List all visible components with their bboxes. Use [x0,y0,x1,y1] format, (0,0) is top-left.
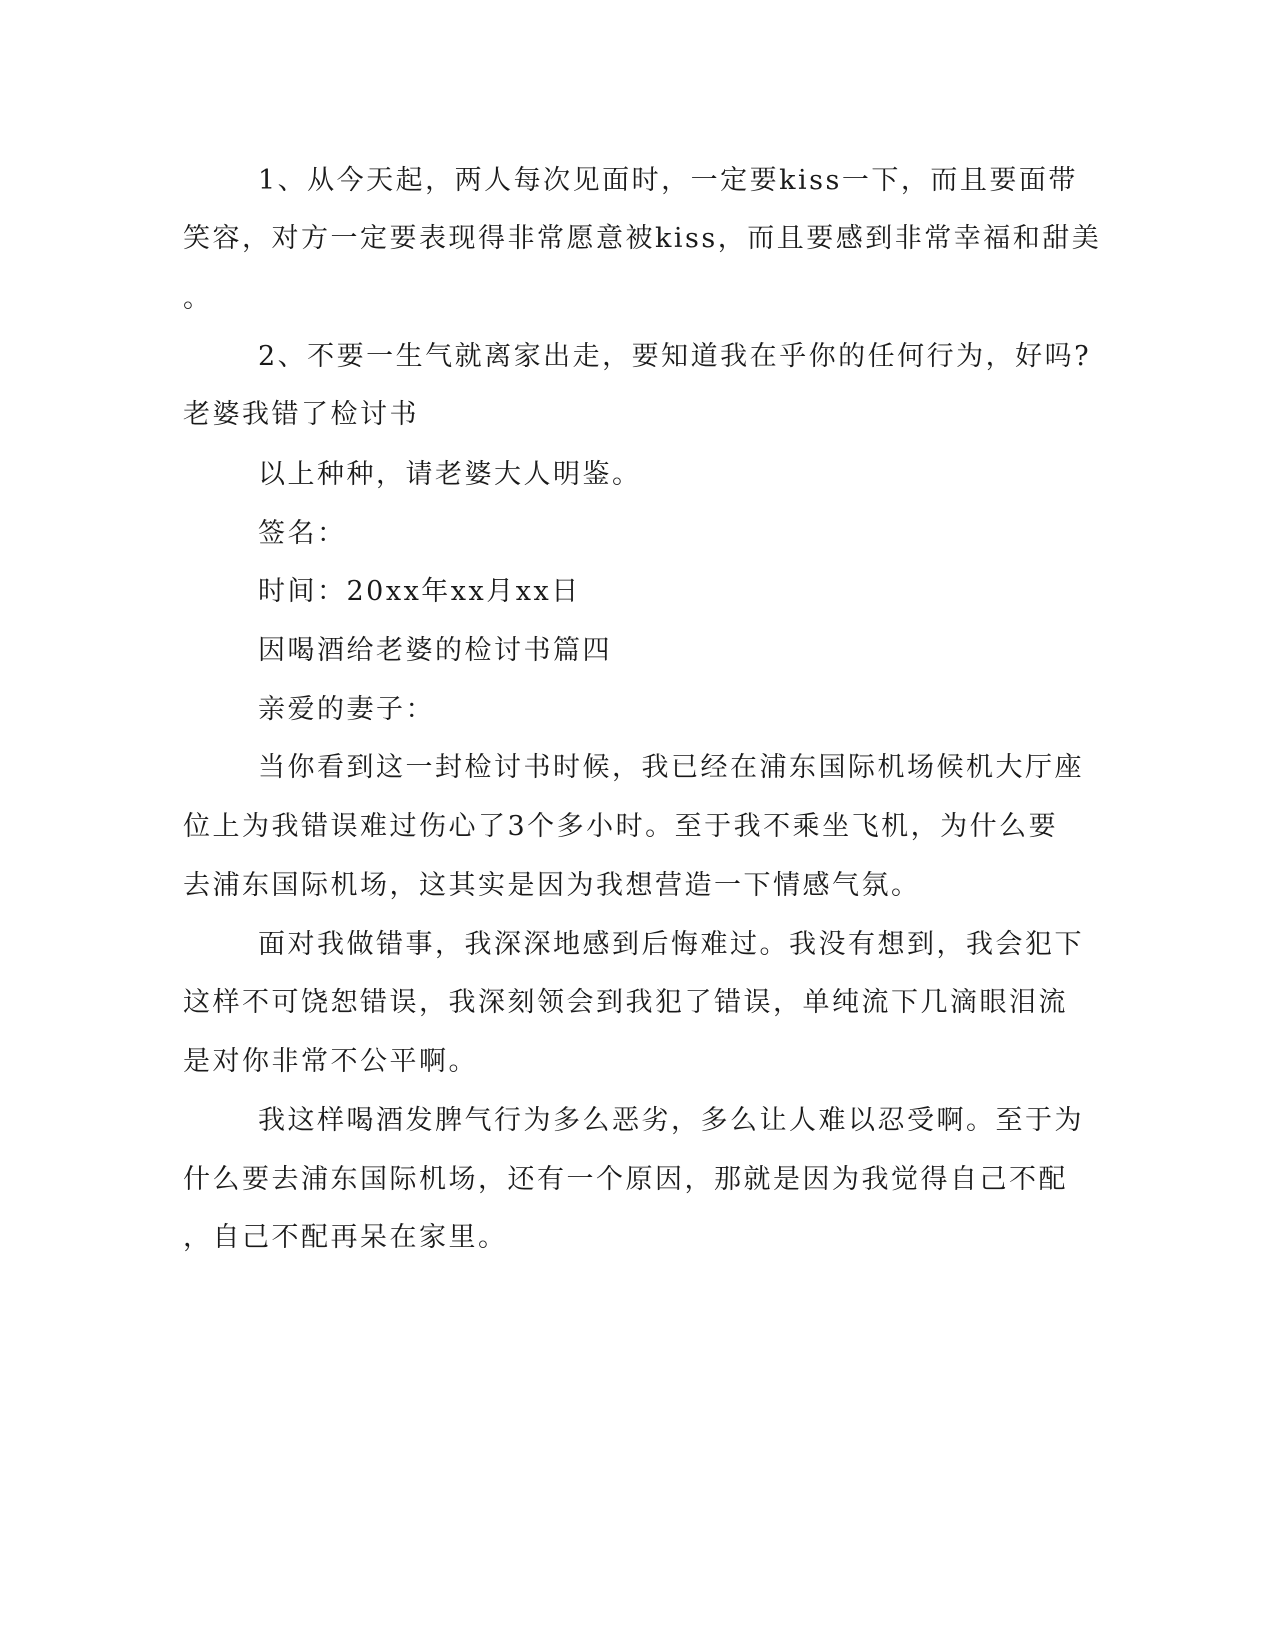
section-title: 因喝酒给老婆的检讨书篇四 [258,635,612,666]
text-line: 这样不可饶恕错误，我深刻领会到我犯了错误，单纯流下几滴眼泪流 [183,987,1068,1018]
text-line: 1、从今天起，两人每次见面时，一定要kiss一下，而且要面带 [258,165,1078,196]
text-line: 以上种种，请老婆大人明鉴。 [258,459,642,490]
signature-line: 签名： [258,518,347,549]
text-line: 面对我做错事，我深深地感到后悔难过。我没有想到，我会犯下 [258,929,1084,960]
text-line: 当你看到这一封检讨书时候，我已经在浦东国际机场候机大厅座 [258,752,1084,783]
text-line: ，自己不配再呆在家里。 [183,1222,508,1253]
salutation: 亲爱的妻子： [258,694,435,725]
text-line: 2、不要一生气就离家出走，要知道我在乎你的任何行为，好吗? [258,341,1092,372]
text-line: 笑容，对方一定要表现得非常愿意被kiss，而且要感到非常幸福和甜美 [183,223,1102,254]
text-line: 。 [183,283,213,314]
date-line: 时间：20xx年xx月xx日 [258,576,581,607]
text-line: 去浦东国际机场，这其实是因为我想营造一下情感气氛。 [183,870,921,901]
text-line: 是对你非常不公平啊。 [183,1046,478,1077]
text-line: 我这样喝酒发脾气行为多么恶劣，多么让人难以忍受啊。至于为 [258,1105,1084,1136]
text-line: 位上为我错误难过伤心了3个多小时。至于我不乘坐飞机，为什么要 [183,811,1059,842]
text-line: 什么要去浦东国际机场，还有一个原因，那就是因为我觉得自己不配 [183,1164,1068,1195]
text-line: 老婆我错了检讨书 [183,399,419,430]
